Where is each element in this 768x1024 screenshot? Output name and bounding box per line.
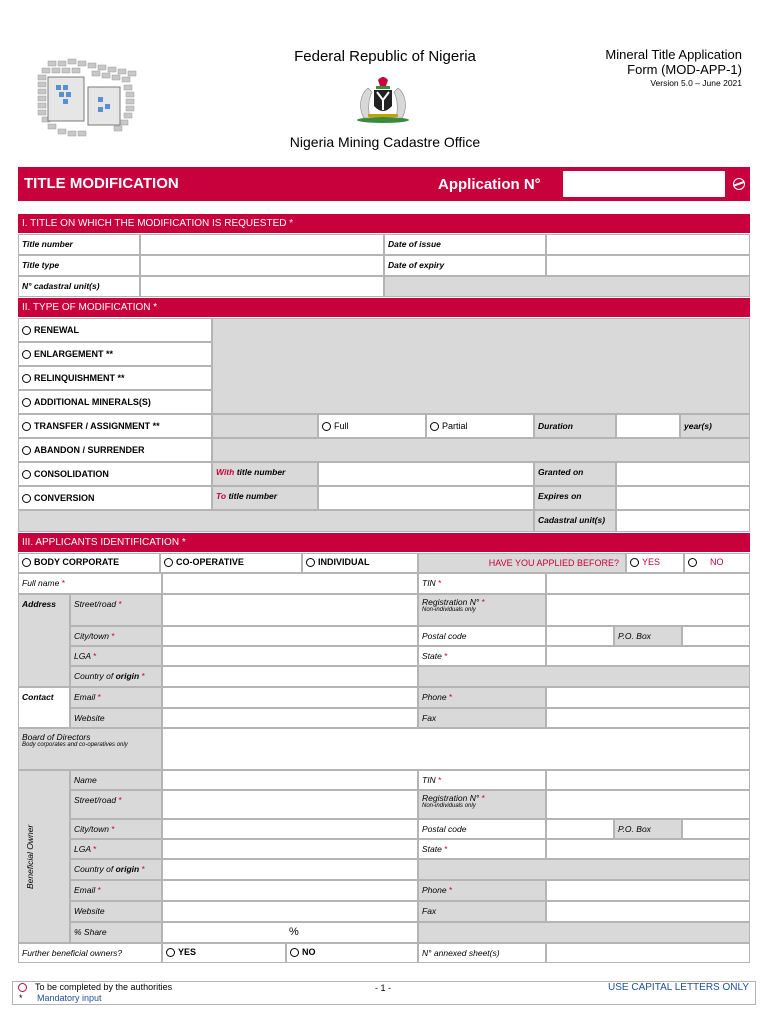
board-label: [18, 728, 162, 770]
option-label: CONSOLIDATION: [34, 469, 109, 479]
blank-cell: [212, 414, 318, 438]
title-number-field[interactable]: [140, 234, 384, 255]
option-abandon[interactable]: [18, 438, 212, 462]
mandatory-star: *: [444, 844, 448, 854]
form-title: TITLE MODIFICATION: [24, 175, 179, 192]
date-of-expiry-field[interactable]: [546, 255, 750, 276]
bo-country-field[interactable]: [162, 859, 418, 880]
country-field[interactable]: [162, 666, 418, 687]
blank-cell: [418, 666, 750, 687]
application-number-input[interactable]: [563, 171, 725, 197]
po-box-label: P.O. Box: [614, 626, 682, 646]
application-number-label: Application N°: [438, 176, 541, 193]
years-label: year(s): [680, 414, 750, 438]
option-label: Partial: [442, 421, 468, 431]
blank-cell: [18, 510, 534, 532]
to-title-number-label: [212, 486, 318, 510]
phone-label: [418, 687, 546, 708]
option-transfer[interactable]: [18, 414, 212, 438]
mandatory-star: *: [97, 885, 101, 895]
date-of-issue-label: Date of issue: [384, 234, 546, 255]
radio-icon: [22, 374, 31, 383]
cadastral-units-label: N° cadastral unit(s): [18, 276, 140, 297]
further-owners-no[interactable]: [286, 943, 418, 963]
option-label: RENEWAL: [34, 325, 79, 335]
to-title-number-field[interactable]: [318, 486, 534, 510]
radio-icon: [290, 948, 299, 957]
option-label: TRANSFER / ASSIGNMENT **: [34, 421, 160, 431]
bo-tin-label: [418, 770, 546, 790]
bo-fax-field[interactable]: [546, 901, 750, 922]
option-label: CONVERSION: [34, 493, 95, 503]
option-label: ADDITIONAL MINERALS(S): [34, 397, 151, 407]
footer: [12, 981, 756, 1005]
duration-field[interactable]: [616, 414, 680, 438]
with-title-number-label: [212, 462, 318, 486]
city-field[interactable]: [162, 626, 418, 646]
contact-label: Contact: [18, 687, 70, 728]
with-prefix: With: [216, 467, 235, 477]
title-type-field[interactable]: [140, 255, 384, 276]
footer-mandatory-note: Mandatory input: [37, 993, 102, 1003]
registration-label: [418, 594, 546, 626]
title-number-label: Title number: [18, 234, 140, 255]
mandatory-star: *: [444, 651, 448, 661]
transfer-full-option[interactable]: [318, 414, 426, 438]
board-field[interactable]: [162, 728, 750, 770]
bo-state-label: [418, 839, 546, 859]
mandatory-star: *: [97, 692, 101, 702]
postal-code-field[interactable]: [546, 626, 614, 646]
radio-icon: [322, 422, 331, 431]
footer-capital-letters-note: USE CAPITAL LETTERS ONLY: [608, 982, 749, 993]
bo-name-label: Name: [70, 770, 162, 790]
cadastral-units-field-2[interactable]: [616, 510, 750, 532]
bo-city-field[interactable]: [162, 819, 418, 839]
expires-on-label: Expires on: [534, 486, 616, 510]
mandatory-star: *: [141, 864, 145, 874]
tin-field[interactable]: [546, 573, 750, 594]
date-of-issue-field[interactable]: [546, 234, 750, 255]
label-text: Email: [74, 692, 96, 702]
label-text: Street/road: [74, 795, 117, 805]
label-text: LGA: [74, 651, 91, 661]
section3-heading: III. APPLICANTS IDENTIFICATION *: [18, 533, 750, 552]
label-text: Email: [74, 885, 96, 895]
option-label: BODY CORPORATE: [34, 557, 120, 567]
radio-icon: [22, 558, 31, 567]
with-suffix: title number: [234, 467, 286, 477]
mandatory-star: *: [93, 651, 97, 661]
label-text: Registration N°: [422, 793, 480, 803]
street-label: [70, 594, 162, 626]
mandatory-star: *: [111, 631, 115, 641]
option-enlargement[interactable]: [18, 342, 212, 366]
radio-icon: [22, 350, 31, 359]
option-consolidation[interactable]: [18, 462, 212, 486]
bo-website-field[interactable]: [162, 901, 418, 922]
mandatory-star: *: [61, 578, 66, 588]
bo-lga-field[interactable]: [162, 839, 418, 859]
date-of-expiry-label: Date of expiry: [384, 255, 546, 276]
option-label: NO: [302, 947, 316, 957]
option-label: YES: [178, 947, 197, 957]
bo-email-label: [70, 880, 162, 901]
to-suffix: title number: [226, 491, 278, 501]
individual-option[interactable]: [302, 553, 418, 573]
label-text: Board of Directors: [22, 732, 91, 742]
bo-po-box-label: P.O. Box: [614, 819, 682, 839]
blank-cell: [418, 859, 750, 880]
blank-cell: [212, 318, 750, 414]
label-text: Country of: [74, 864, 116, 874]
option-additional-minerals[interactable]: [18, 390, 212, 414]
label-bold: origin: [115, 864, 140, 874]
further-owners-yes[interactable]: [162, 943, 286, 963]
further-owners-label: Further beneficial owners?: [18, 943, 162, 963]
bo-registration-field[interactable]: [546, 790, 750, 819]
granted-on-label: Granted on: [534, 462, 616, 486]
mandatory-star: *: [481, 597, 485, 607]
radio-icon: [22, 422, 31, 431]
to-prefix: To: [216, 491, 227, 501]
street-field[interactable]: [162, 594, 418, 626]
section1-heading: I. TITLE ON WHICH THE MODIFICATION IS REQUESTED *: [18, 214, 750, 233]
option-label: NO: [710, 557, 724, 567]
bo-state-field[interactable]: [546, 839, 750, 859]
label-text: Registration N°: [422, 597, 480, 607]
mandatory-star: *: [118, 795, 122, 805]
bo-website-label: Website: [70, 901, 162, 922]
form-title-line1: Mineral Title Application: [605, 47, 742, 62]
title-bar: [18, 167, 750, 201]
bo-registration-label: [418, 790, 546, 819]
section2-heading: II. TYPE OF MODIFICATION *: [18, 298, 750, 317]
label-text: Full name: [22, 578, 60, 588]
mandatory-star: *: [438, 775, 442, 785]
fax-field[interactable]: [546, 708, 750, 728]
with-title-number-field[interactable]: [318, 462, 534, 486]
option-renewal[interactable]: [18, 318, 212, 342]
label-text: LGA: [74, 844, 91, 854]
website-label: Website: [70, 708, 162, 728]
cooperative-option[interactable]: [160, 553, 302, 573]
cadastral-units-label-2: Cadastral unit(s): [534, 510, 616, 532]
full-name-label: [18, 573, 162, 594]
radio-icon: [22, 470, 31, 479]
applied-before-label: HAVE YOU APPLIED BEFORE?: [418, 553, 626, 573]
radio-icon: [164, 558, 173, 567]
expires-on-field[interactable]: [616, 486, 750, 510]
label-note: Body corporates and co-operatives only: [22, 742, 128, 748]
body-corporate-option[interactable]: [18, 553, 160, 573]
bo-email-field[interactable]: [162, 880, 418, 901]
annexed-sheets-label: N° annexed sheet(s): [418, 943, 546, 963]
blank-cell: [418, 922, 750, 943]
mandatory-star: *: [481, 793, 485, 803]
bo-po-box-field[interactable]: [682, 819, 750, 839]
radio-icon: [630, 558, 639, 567]
footer-page-number: - 1 -: [375, 983, 392, 993]
beneficial-owner-label-cell: [18, 770, 70, 943]
website-field[interactable]: [162, 708, 418, 728]
radio-icon: [306, 558, 315, 567]
blank-cell: [384, 276, 750, 297]
form-title-line2: Form (MOD-APP-1): [627, 62, 742, 77]
state-label: [418, 646, 546, 666]
mandatory-star: *: [141, 671, 145, 681]
footer-authorities-note: To be completed by the authorities: [35, 982, 173, 992]
state-field[interactable]: [546, 646, 750, 666]
mandatory-star: *: [93, 844, 97, 854]
label-bold: origin: [115, 671, 140, 681]
label-text: Country of: [74, 671, 116, 681]
form-version: Version 5.0 – June 2021: [650, 78, 742, 88]
republic-heading: Federal Republic of Nigeria: [294, 48, 476, 65]
mandatory-star: *: [448, 692, 453, 702]
option-label: INDIVIDUAL: [318, 557, 370, 567]
radio-icon: [22, 326, 31, 335]
coat-of-arms-emblem: [350, 74, 416, 124]
radio-icon: [430, 422, 439, 431]
bo-share-label: % Share: [70, 922, 162, 943]
authority-only-icon: [18, 983, 27, 992]
label-text: TIN: [422, 578, 436, 588]
radio-icon: [22, 494, 31, 503]
transfer-partial-option[interactable]: [426, 414, 534, 438]
full-name-field[interactable]: [162, 573, 418, 594]
registration-field[interactable]: [546, 594, 750, 626]
address-label: Address: [18, 594, 70, 687]
footer-mandatory-star: *: [19, 993, 23, 1003]
label-text: Street/road: [74, 599, 117, 609]
mandatory-star: *: [111, 824, 115, 834]
bo-fax-label: Fax: [418, 901, 546, 922]
duration-label: Duration: [534, 414, 616, 438]
applied-before-yes[interactable]: [626, 553, 684, 573]
granted-on-field[interactable]: [616, 462, 750, 486]
radio-icon: [22, 446, 31, 455]
lga-label: [70, 646, 162, 666]
label-text: TIN: [422, 775, 436, 785]
country-label: [70, 666, 162, 687]
option-relinquishment[interactable]: [18, 366, 212, 390]
bo-city-label: [70, 819, 162, 839]
option-conversion[interactable]: [18, 486, 212, 510]
label-text: Phone: [422, 885, 447, 895]
fax-label: Fax: [418, 708, 546, 728]
option-label: ENLARGEMENT **: [34, 349, 114, 359]
label-note: Non-individuals only: [422, 607, 476, 613]
beneficial-owner-label: Beneficial Owner: [25, 824, 35, 889]
radio-icon: [166, 948, 175, 957]
cadastral-units-field[interactable]: [140, 276, 384, 297]
blank-cell: [212, 438, 750, 462]
mandatory-star: *: [118, 599, 122, 609]
radio-icon: [688, 558, 697, 567]
bo-postal-code-label: Postal code: [418, 819, 546, 839]
label-text: City/town: [74, 824, 109, 834]
bo-tin-field[interactable]: [546, 770, 750, 790]
label-text: State: [422, 651, 442, 661]
phone-field[interactable]: [546, 687, 750, 708]
postal-code-label: Postal code: [418, 626, 546, 646]
bo-country-label: [70, 859, 162, 880]
bo-street-field[interactable]: [162, 790, 418, 819]
authority-only-icon: [733, 178, 745, 190]
option-label: Full: [334, 421, 349, 431]
applied-before-no[interactable]: [684, 553, 750, 573]
office-heading: Nigeria Mining Cadastre Office: [289, 134, 481, 150]
po-box-field[interactable]: [682, 626, 750, 646]
radio-icon: [22, 398, 31, 407]
label-note: Non-individuals only: [422, 803, 476, 809]
lga-field[interactable]: [162, 646, 418, 666]
bo-postal-code-field[interactable]: [546, 819, 614, 839]
annexed-sheets-field[interactable]: [546, 943, 750, 963]
option-label: YES: [642, 557, 661, 567]
option-label: ABANDON / SURRENDER: [34, 445, 145, 455]
email-label: [70, 687, 162, 708]
option-label: RELINQUISHMENT **: [34, 373, 125, 383]
email-field[interactable]: [162, 687, 418, 708]
label-text: City/town: [74, 631, 109, 641]
bo-share-field[interactable]: %: [162, 922, 418, 943]
cadastre-logo: [34, 55, 138, 141]
tin-label: [418, 573, 546, 594]
bo-street-label: [70, 790, 162, 819]
option-label: CO-OPERATIVE: [176, 557, 244, 567]
label-text: State: [422, 844, 442, 854]
bo-name-field[interactable]: [162, 770, 418, 790]
mandatory-star: *: [448, 885, 453, 895]
label-text: Phone: [422, 692, 447, 702]
bo-lga-label: [70, 839, 162, 859]
bo-phone-label: [418, 880, 546, 901]
mandatory-star: *: [438, 578, 442, 588]
title-type-label: Title type: [18, 255, 140, 276]
city-label: [70, 626, 162, 646]
bo-phone-field[interactable]: [546, 880, 750, 901]
